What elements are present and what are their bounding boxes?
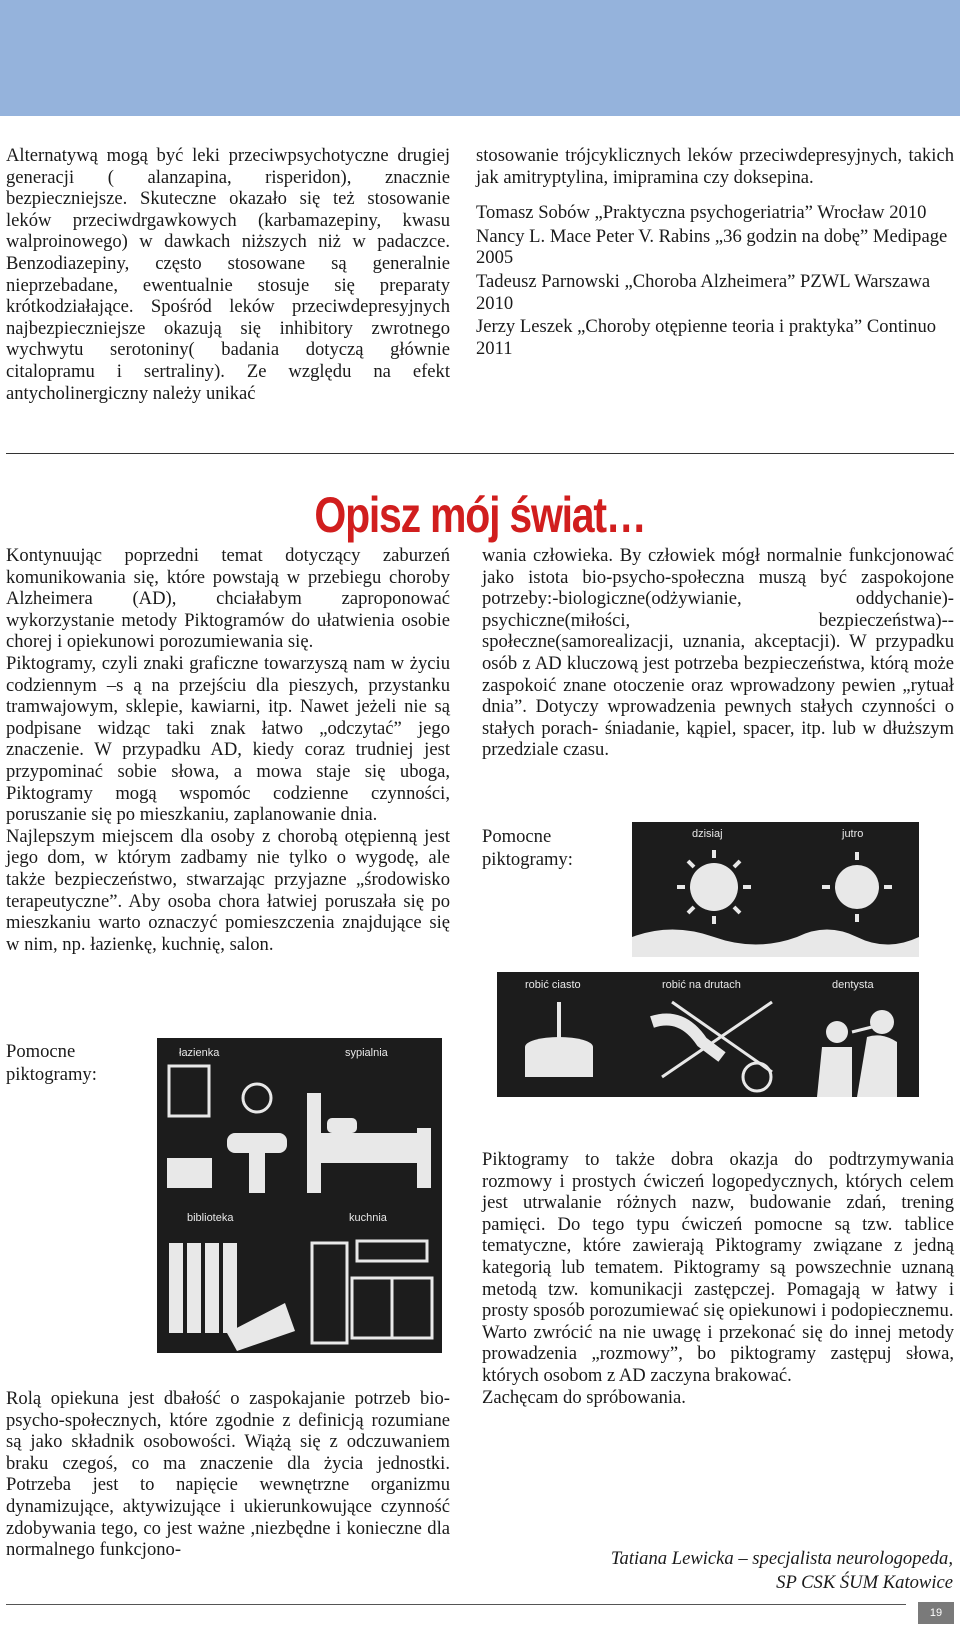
signature-line: Tatiana Lewicka – specjalista neurologopeda,: [610, 1548, 953, 1569]
library-pictogram: [157, 1203, 297, 1353]
article-paragraph: Rolą opiekuna jest dbałość o zaspokajanie potrzeb bio-psycho-społecznych, które zgodnie z definicją rozumiane są jako składnik osobowości. Wiążą się z odczuwaniem braku czegoś, co ma znaczenie dla życia jednostki. Potrzeba jest to napięcie wewnętrzne organizmu dynamizujące, aktywizujące i ukierunkowujące czynność zdobywania tego, co jest ważne ,niezbędne i konieczne dla normalnego funkcjono-: [6, 1388, 450, 1561]
article-paragraph: Warto zwrócić na nie uwagę i przekonać się do innej metody prowadzenia „rozmowy”, bo piktogramy zastępuj słowa, których osobom z AD zaczyna brakować.: [482, 1321, 954, 1386]
footer-rule: [6, 1604, 906, 1605]
dentist-pictogram: [797, 972, 919, 1097]
article-paragraph: Najlepszym miejscem dla osoby z chorobą otępienną jest jego dom, w którym zadbamy nie tylko o wygodę, ale także bezpieczeństwo, stwarzając przyjazne „środowisko terapeutyczne”. Aby osoba chora łatwiej poruszała się po mieszkaniu warto oznaczyć pomieszczenia znajdujące się w nim, np. łazienkę, kuchnię, salon.: [6, 825, 450, 955]
article-paragraph: wania człowieka. By człowiek mógł normalnie funkcjonować jako istota bio-psycho-społeczna muszą być zaspokojone potrzeby:-biologiczne(odżywianie, oddychanie)-psychiczne(miłości, bezpieczeństwa)--społeczne(samorealizacji, uznania, akceptacji). W przypadku osób z AD kluczową jest potrzeba bezpieczeństwa, którą może zaspokoić znane otoczenie oraz wprowadzony pewien „rytuał dnia”. Dotyczy wprowadzenia pewnych stałych czynności o stałych porach- śniadanie, kąpiel, spacer, itp. lub w dłuższym przedziale czasu.: [482, 545, 954, 761]
bathroom-pictogram: [157, 1038, 297, 1203]
picto-caption: kuchnia: [349, 1212, 387, 1224]
baking-icon: [497, 972, 622, 1097]
article-title: Opisz mój świat…: [314, 487, 646, 543]
knitting-icon: [622, 972, 797, 1097]
sun-icon: [632, 822, 797, 957]
article-paragraph: Kontynuując poprzedni temat dotyczący zaburzeń komunikowania się, które powstają w przebiegu choroby Alzheimera (AD), chciałabym zaproponować wykorzystanie metody Piktogramów do ułatwienia osobie chorej i opiekunowi porozumiewania się.: [6, 545, 450, 653]
page-number: 19: [918, 1602, 954, 1624]
picto-caption: jutro: [842, 828, 864, 840]
reference-item: Tadeusz Parnowski „Choroba Alzheimera” PZWL Warszawa 2010: [476, 270, 931, 314]
tomorrow-pictogram: [797, 822, 919, 957]
article-right-column: [482, 545, 954, 761]
pictograms-label-left: Pomocne piktogramy:: [6, 1041, 97, 1085]
kitchen-pictogram: [297, 1203, 442, 1353]
reference-item: Jerzy Leszek „Choroby otępienne teoria i praktyka” Continuo 2011: [476, 316, 937, 359]
today-pictogram: [632, 822, 797, 957]
article-right-bottom-column: [482, 1149, 954, 1408]
knitting-pictogram: [622, 972, 797, 1097]
article-paragraph: Zachęcam do spróbowania.: [482, 1386, 686, 1408]
reference-item: Tomasz Sobów „Praktyczna psychogeriatria” Wrocław 2010: [476, 202, 927, 224]
kitchen-icon: [297, 1203, 442, 1353]
author-signature: [480, 1547, 953, 1595]
bed-icon: [297, 1038, 442, 1203]
picto-caption: robić ciasto: [525, 979, 581, 991]
article-left-bottom-column: [6, 1388, 450, 1561]
picto-caption: dentysta: [832, 979, 874, 991]
signature-line: SP CSK ŚUM Katowice: [776, 1572, 953, 1593]
bathroom-icon: [157, 1038, 297, 1203]
references-list: [476, 202, 954, 359]
reference-item: Nancy L. Mace Peter V. Rabins „36 godzin na dobę” Medipage 2005: [476, 225, 948, 269]
picto-caption: robić na drutach: [662, 979, 741, 991]
article-paragraph: Piktogramy to także dobra okazja do podtrzymywania rozmowy i prostych ćwiczeń logopedycznych, których celem jest utrwalanie różnych nazw, budowanie zdań, trening pamięci. Do tego typu ćwiczeń pomocne są tzw. tablice tematyczne, które zawierają Piktogramy związane z jedną kategorią lub tematem. Piktogramy są powszechnie uznaną metodą tzw. komunikacji zastępczej. Pomagają w łatwy i prosty sposób porozumiewać się opiekunowi i podopiecznemu.: [482, 1149, 954, 1322]
top-left-column: [6, 145, 450, 404]
section-divider: [6, 453, 954, 454]
baking-pictogram: [497, 972, 622, 1097]
books-icon: [157, 1203, 297, 1353]
picto-caption: sypialnia: [345, 1047, 388, 1059]
sun-icon: [797, 822, 919, 957]
bedroom-pictogram: [297, 1038, 442, 1203]
dentist-icon: [797, 972, 919, 1097]
picto-caption: łazienka: [179, 1047, 220, 1059]
article-left-column: [6, 545, 450, 955]
article-paragraph: Piktogramy, czyli znaki graficzne towarzyszą nam w życiu codziennym –s ą na przejściu dla pieszych, przystanku tramwajowym, sklepie, kawiarni, itp. Nawet jeżeli nie są podpisane widząc taki znak łatwo „odczytać” jego znaczenie. W przypadku AD, kiedy coraz trudniej jest przypominać sobie słowa, a mowa staje się uboga, Piktogramy mogą wspomóc codzienne czynności, poruszanie się po mieszkaniu, zaplanowanie dnia.: [6, 652, 450, 826]
picto-caption: biblioteka: [187, 1212, 234, 1224]
top-right-text: stosowanie trójcyklicznych leków przeciwdepresyjnych, takich jak amitryptylina, imipramina czy doksepina.: [476, 145, 954, 188]
pictograms-label-right: Pomocne piktogramy:: [482, 826, 573, 870]
picto-caption: dzisiaj: [692, 828, 723, 840]
top-left-text: Alternatywą mogą być leki przeciwpsychotyczne drugiej generacji ( alanzapina, risperidon), znacznie bezpieczniejsze. Skuteczne okazało się też stosowanie leków przeciwdrgawkowych (karbamazepiny, kwasu walproinowego) w dawkach niższych niż w padaczce. Benzodiazepiny, często stosowane są generalnie nieprzebadane, ewentualnie stosuje się preparaty krótkodziałające. Spośród leków przeciwdepresyjnych najbezpieczniejsze okazują się inhibitory zwrotnego wychwytu serotoniny( badania dotyczą głównie citalopramu i sertraliny). Ze względu na efekt antycholinergiczny należy unikać: [6, 145, 450, 404]
top-right-column: [476, 145, 954, 361]
header-bar: [0, 0, 960, 116]
